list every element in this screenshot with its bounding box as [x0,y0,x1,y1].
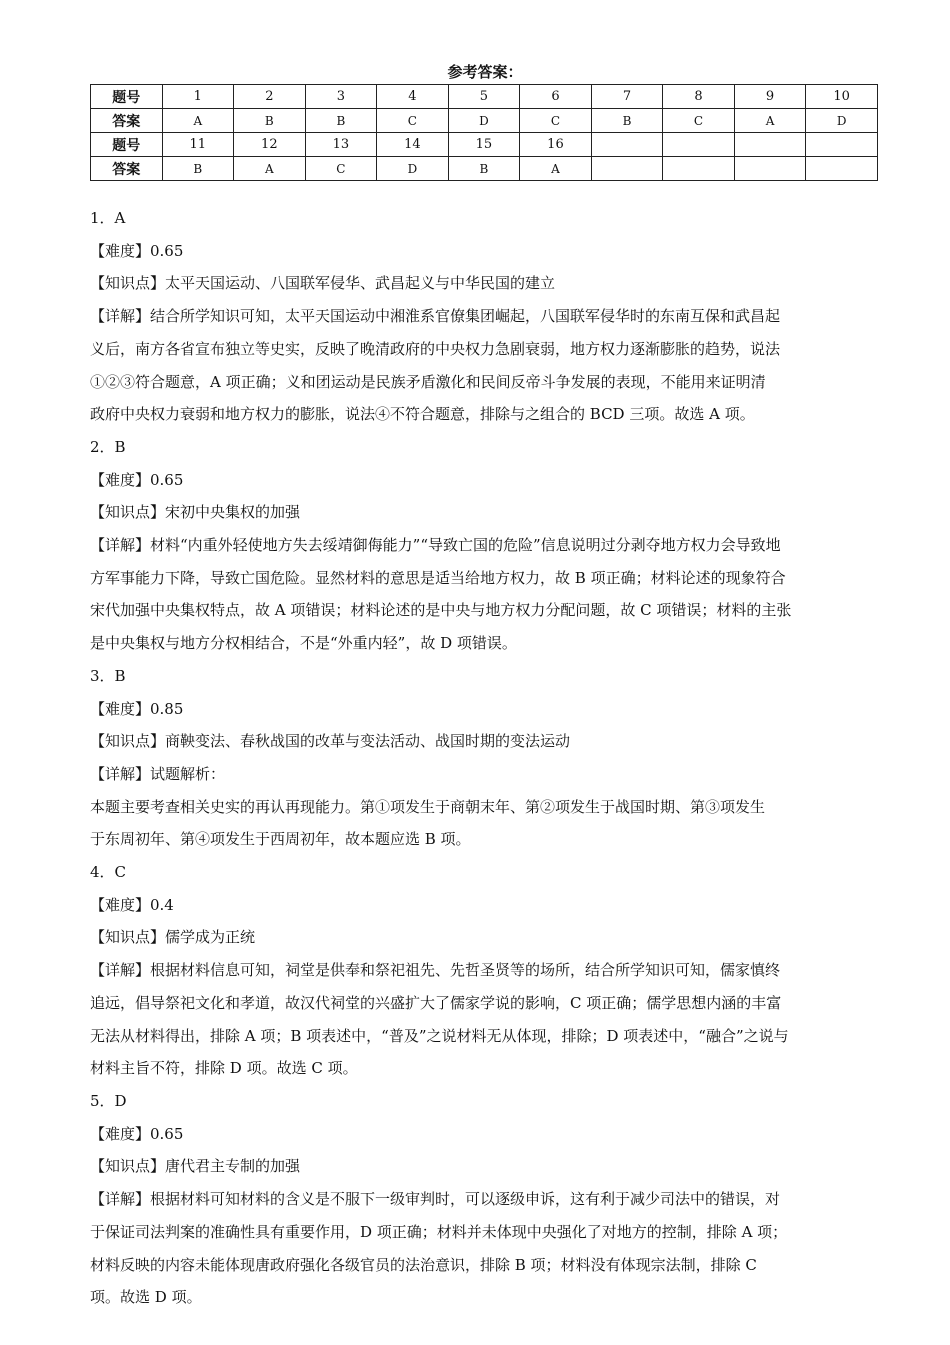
explanation-line: 材料主旨不符，排除 D 项。故选 C 项。 [90,1059,358,1078]
explanation-line: 本题主要考查相关史实的再认再现能力。第①项发生于商朝末年、第②项发生于战国时期、第③项发生 [90,797,766,816]
knowledge-point-line: 【知识点】太平天国运动、八国联军侵华、武昌起义与中华民国的建立 [90,274,556,293]
explanation-line: 【详解】材料“内重外轻使地方失去绥靖御侮能力”“导致亡国的危险”信息说明过分剥夺地方权力会导致地 [90,536,781,555]
table-cell: A [162,109,234,133]
table-cell [806,133,878,157]
explanation-line: ①②③符合题意，A 项正确；义和团运动是民族矛盾激化和民间反帝斗争发展的表现，不能用来证明清 [90,372,766,391]
table-cell: B [591,109,663,133]
explanation-line: 政府中央权力衰弱和地方权力的膨胀，说法④不符合题意，排除与之组合的 BCD 三项。故选 A 项。 [90,405,755,424]
explanation-line: 【详解】结合所学知识可知，太平天国运动中湘淮系官僚集团崛起，八国联军侵华时的东南互保和武昌起 [90,307,781,326]
row-header-answer: 答案 [91,109,163,133]
question-number: 5．D [90,1091,127,1110]
explanation-line: 【详解】试题解析： [90,764,226,783]
question-number: 3．B [90,666,126,685]
table-cell: B [162,157,234,181]
row-header-number: 题号 [91,85,163,109]
table-cell: A [734,109,806,133]
table-cell [591,133,663,157]
page-title: 参考答案： [447,63,523,81]
table-cell: D [448,109,520,133]
row-header-answer: 答案 [91,157,163,181]
table-cell: B [234,109,306,133]
table-cell: A [234,157,306,181]
explanation-line: 义后，南方各省宣布独立等史实，反映了晚清政府的中央权力急剧衰弱，地方权力逐渐膨胀的趋势，说法 [90,339,781,358]
row-header-number: 题号 [91,133,163,157]
table-cell: 15 [448,133,520,157]
table-cell: 8 [663,85,735,109]
table-cell [591,157,663,181]
table-cell: C [520,109,592,133]
table-cell: C [377,109,449,133]
table-cell: 5 [448,85,520,109]
table-cell: 4 [377,85,449,109]
table-cell: 1 [162,85,234,109]
question-number: 2．B [90,437,126,456]
table-row [91,85,878,109]
explanations [90,202,880,1314]
table-cell [734,133,806,157]
difficulty-line: 【难度】0.4 [90,895,174,914]
difficulty-line: 【难度】0.65 [90,1124,184,1143]
table-row [91,157,878,181]
question-number: 4．C [90,863,127,882]
knowledge-point-line: 【知识点】商鞅变法、春秋战国的改革与变法活动、战国时期的变法运动 [90,732,571,751]
knowledge-point-line: 【知识点】儒学成为正统 [90,928,256,947]
table-cell: 6 [520,85,592,109]
table-row [91,109,878,133]
difficulty-line: 【难度】0.65 [90,241,184,260]
table-cell: C [663,109,735,133]
table-cell: 3 [305,85,377,109]
answer-table [90,84,878,181]
explanation-line: 【详解】根据材料信息可知，祠堂是供奉和祭祀祖先、先哲圣贤等的场所，结合所学知识可知，儒家慎终 [90,961,781,980]
table-cell: 14 [377,133,449,157]
difficulty-line: 【难度】0.85 [90,699,184,718]
explanation-line: 宋代加强中央集权特点，故 A 项错误；材料论述的是中央与地方权力分配问题，故 C 项错误；材料的主张 [90,601,792,620]
table-cell: D [806,109,878,133]
table-cell [663,133,735,157]
knowledge-point-line: 【知识点】唐代君主专制的加强 [90,1157,301,1176]
explanation-line: 于保证司法判案的准确性具有重要作用，D 项正确；材料并未体现中央强化了对地方的控制，排除 A 项； [90,1222,788,1241]
answer-page [90,60,880,1314]
table-cell [734,157,806,181]
table-cell: D [377,157,449,181]
table-cell: 12 [234,133,306,157]
table-cell: B [448,157,520,181]
table-cell: 11 [162,133,234,157]
table-cell: 13 [305,133,377,157]
knowledge-point-line: 【知识点】宋初中央集权的加强 [90,503,301,522]
explanation-line: 是中央集权与地方分权相结合，不是“外重内轻”，故 D 项错误。 [90,634,517,653]
explanation-line: 追远，倡导祭祀文化和孝道，故汉代祠堂的兴盛扩大了儒家学说的影响，C 项正确；儒学思想内涵的丰富 [90,993,782,1012]
table-cell: 7 [591,85,663,109]
difficulty-line: 【难度】0.65 [90,470,184,489]
explanation-line: 项。故选 D 项。 [90,1288,202,1307]
explanation-line: 【详解】根据材料可知材料的含义是不服下一级审判时，可以逐级申诉，这有利于减少司法中的错误，对 [90,1190,781,1209]
table-row [91,133,878,157]
explanation-line: 于东周初年、第④项发生于西周初年，故本题应选 B 项。 [90,830,471,849]
table-cell: 16 [520,133,592,157]
table-cell: A [520,157,592,181]
table-cell [806,157,878,181]
explanation-line: 方军事能力下降，导致亡国危险。显然材料的意思是适当给地方权力，故 B 项正确；材料论述的现象符合 [90,568,786,587]
table-cell [663,157,735,181]
explanation-line: 无法从材料得出，排除 A 项；B 项表述中，“普及”之说材料无从体现，排除；D 项表述中，“融合”之说与 [90,1026,789,1045]
table-cell: B [305,109,377,133]
table-cell: C [305,157,377,181]
table-cell: 2 [234,85,306,109]
table-cell: 9 [734,85,806,109]
question-number: 1．A [90,209,126,227]
table-cell: 10 [806,85,878,109]
explanation-line: 材料反映的内容未能体现唐政府强化各级官员的法治意识，排除 B 项；材料没有体现宗法制，排除 C [90,1255,757,1274]
